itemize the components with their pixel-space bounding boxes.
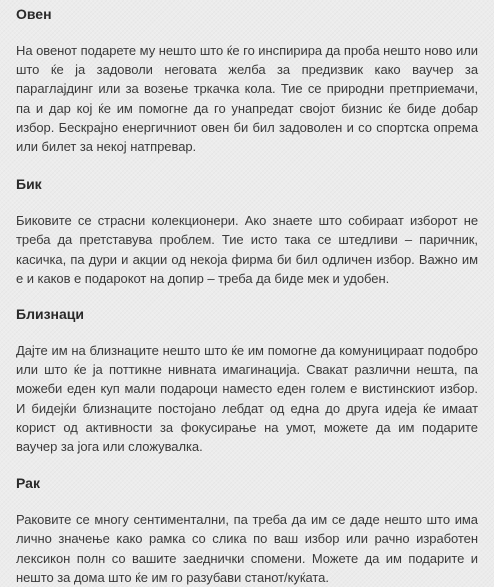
section-heading-aries: Овен [16,6,52,22]
section-heading-gemini: Близнаци [16,306,84,323]
section-heading-cancer: Рак [16,475,40,492]
section-heading-taurus: Бик [16,176,42,193]
section-text-cancer: Раковите се многу сентиментални, па треба да им се даде нешто што има лично значење како рамка со слика по ваш избор или рачно изработен лексикон полн со вашите заеднички спомени. Можете да им подарите и нешто за дома што ќе им го разубави станот/куќата. [16,512,478,585]
section-text-aries: На овенот подарете му нешто што ќе го инспирира да проба нешто ново или што ќе ја задоволи неговата желба за предизвик како ваучер за параглајдинг или за возење тркачка кола. Тие се природни претприемачи, па и дар кој ќе им помогне да го унапредат својот бизнис ќе биде добар избор. Бескрајно енергичниот овен би бил задоволен и со спортска опрема или билет за некој натпревар. [16,43,478,155]
section-text-taurus: Биковите се страсни колекционери. Ако знаете што собираат изборот не треба да претставува проблем. Тие исто така се штедливи – паричник, касичка, па дури и акции од некоја фирма би бил одличен избор. Важно им е и каков е подарокот на допир – треба да биде мек и удобен. [16,213,478,286]
section-text-gemini: Дајте им на близнаците нешто што ќе им помогне да комуницираат подобро или што ќе ја поттикне нивната имагинација. Свакат различни нешта, па можеби еден куп мали подароци наместо еден голем е вистинскиот избор. И бидејќи близнаците постојано лебдат од една до друга идеја ќе имаат корист од активности за фокусирање на умот, можете да им подарите ваучер за јога или сложувалка. [16,343,478,455]
